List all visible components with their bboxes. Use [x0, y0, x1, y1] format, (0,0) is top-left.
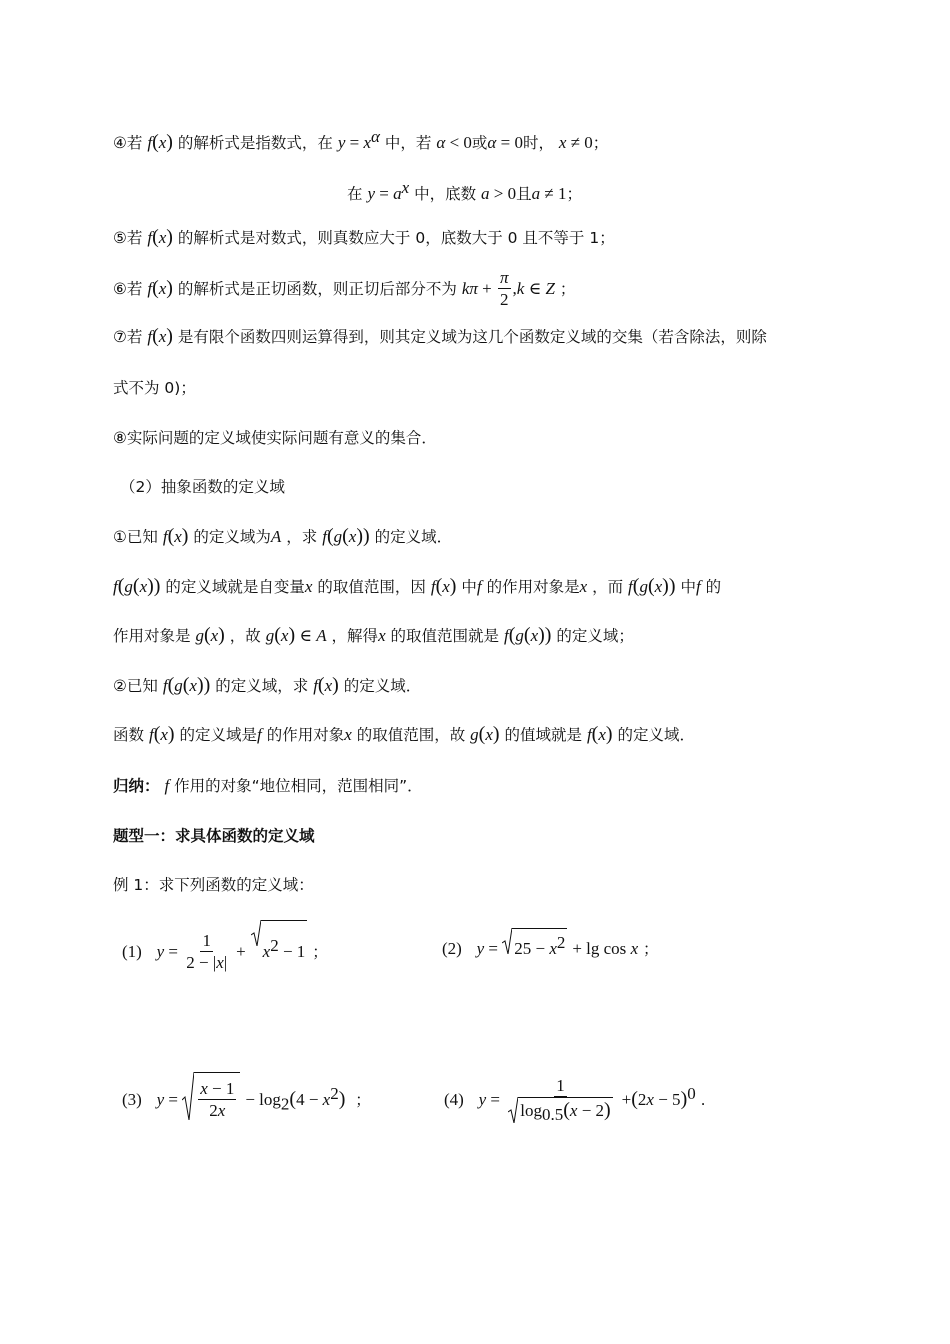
example-item-1: (1) y = $\frac{1}{2 - |x|}$ + $x^2 - 1$ ；: [122, 920, 328, 976]
rule-6: ⑥若 f(x) 的解析式是正切函数，则正切后部分不为 kπ + $\frac{\pi}{2}$ ,k ∈ Z ；: [113, 268, 576, 309]
example-item-4: (4) y = $\frac{1}{\log_{0.5}(x - 2)}$ $+(2x - 5)^0$ .: [444, 1075, 706, 1124]
abstract-p2: f(g(x)) 的定义域就是自变量x 的取值范围，因 f(x) 中f 的作用对象是x ，而 f(g(x)) 中f 的: [113, 575, 722, 597]
rule-7: ⑦若 f(x) 是有限个函数四则运算得到，则其定义域为这几个函数定义域的交集（若含除法，则除: [113, 325, 767, 347]
summary: 归纳： f 作用的对象“地位相同，范围相同”．: [113, 776, 423, 795]
rule-4-text: 的解析式是指数式，在: [177, 134, 333, 153]
rule-7-cont: 式不为 0)；: [113, 379, 196, 397]
rule-4-mid: 中，若: [384, 134, 432, 153]
example-item-3: (3) y = $\frac{x - 1}{2x}$ − $\log_2(4 - x^2)$ ；: [122, 1068, 371, 1130]
abstract-p5: 函数 f(x) 的定义域是f 的作用对象x 的取值范围，故 g(x) 的值域就是 f(x) 的定义域．: [113, 723, 696, 745]
example-title: 例 1：求下列函数的定义域：: [113, 876, 314, 894]
rule-4-prefix: ④若: [113, 134, 143, 153]
example-item-2: (2) y = $25 - x^2 + \lg \cos x$ ；: [442, 928, 659, 962]
type-1-title: 题型一：求具体函数的定义域: [113, 827, 315, 845]
rule-4-line-1: ④若 f(x) 的解析式是指数式，在 $y = x^\alpha$ 中，若 α < 0或α = 0时， x ≠ 0；: [113, 127, 609, 154]
rule-4-or: 或: [471, 134, 488, 153]
rule-5: ⑤若 f(x) 的解析式是对数式，则真数应大于 0，底数大于 0 且不等于 1；: [113, 226, 615, 248]
rule-4-line-2: 在 $y = a^x$ 中，底数 a > 0且a ≠ 1；: [347, 178, 582, 204]
abstract-p4: ②已知 f(g(x)) 的定义域，求 f(x) 的定义域．: [113, 674, 422, 696]
rule-4-time: 时，: [522, 134, 554, 153]
summary-label: 归纳：: [113, 777, 160, 795]
abstract-p1: ①已知 f(x) 的定义域为A ，求 f(g(x)) 的定义域．: [113, 525, 453, 547]
rule-8: ⑧实际问题的定义域使实际问题有意义的集合．: [113, 429, 437, 447]
abstract-p3: 作用对象是 g(x) ，故 g(x) ∈ A ，解得x 的取值范围就是 f(g(x)) 的定义域；: [113, 624, 634, 646]
section-2-title: （2）抽象函数的定义域: [120, 478, 285, 496]
